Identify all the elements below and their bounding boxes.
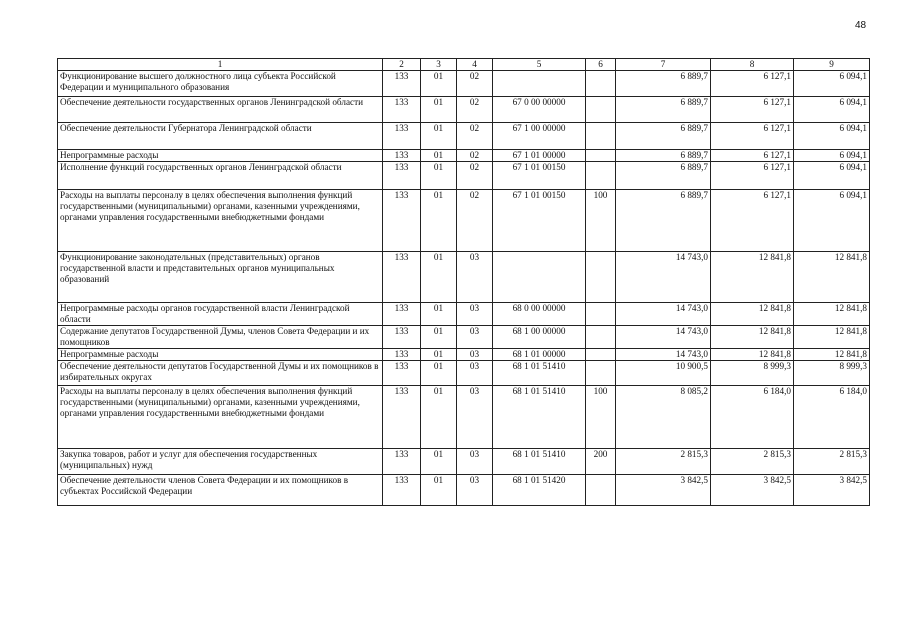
amount-year2-cell: 6 127,1	[711, 190, 794, 252]
column-header: 2	[383, 59, 421, 71]
expense-type-cell	[586, 326, 616, 349]
amount-year3-cell: 6 094,1	[794, 97, 870, 123]
amount-year2-cell: 6 127,1	[711, 97, 794, 123]
code-gr-cell: 133	[383, 361, 421, 386]
section-cell: 01	[421, 475, 457, 506]
section-cell: 01	[421, 162, 457, 190]
amount-year1-cell: 10 900,5	[616, 361, 711, 386]
column-header: 5	[493, 59, 586, 71]
amount-year2-cell: 12 841,8	[711, 252, 794, 303]
page-number: 48	[855, 20, 867, 31]
code-gr-cell: 133	[383, 97, 421, 123]
amount-year3-cell: 12 841,8	[794, 326, 870, 349]
row-name-cell: Функционирование высшего должностного лица субъекта Российской Федерации и муниципального образования	[58, 71, 383, 97]
budget-table	[57, 58, 870, 506]
amount-year3-cell: 12 841,8	[794, 349, 870, 361]
expense-type-cell	[586, 361, 616, 386]
expense-type-cell: 200	[586, 449, 616, 475]
target-article-cell: 67 1 01 00150	[493, 190, 586, 252]
amount-year1-cell: 14 743,0	[616, 252, 711, 303]
amount-year1-cell: 14 743,0	[616, 326, 711, 349]
subsection-cell: 02	[457, 71, 493, 97]
amount-year3-cell: 6 094,1	[794, 162, 870, 190]
target-article-cell: 68 1 01 51410	[493, 361, 586, 386]
amount-year2-cell: 3 842,5	[711, 475, 794, 506]
target-article-cell	[493, 252, 586, 303]
code-gr-cell: 133	[383, 349, 421, 361]
subsection-cell: 03	[457, 361, 493, 386]
expense-type-cell: 100	[586, 190, 616, 252]
amount-year2-cell: 12 841,8	[711, 349, 794, 361]
section-cell: 01	[421, 326, 457, 349]
subsection-cell: 02	[457, 150, 493, 162]
amount-year1-cell: 6 889,7	[616, 190, 711, 252]
target-article-cell: 68 1 00 00000	[493, 326, 586, 349]
section-cell: 01	[421, 449, 457, 475]
column-header: 4	[457, 59, 493, 71]
row-name-cell: Содержание депутатов Государственной Думы, членов Совета Федерации и их помощников	[58, 326, 383, 349]
expense-type-cell	[586, 123, 616, 150]
target-article-cell: 67 0 00 00000	[493, 97, 586, 123]
amount-year3-cell: 2 815,3	[794, 449, 870, 475]
amount-year2-cell: 6 184,0	[711, 386, 794, 449]
table-row	[58, 386, 870, 449]
column-header: 7	[616, 59, 711, 71]
expense-type-cell	[586, 475, 616, 506]
row-name-cell: Обеспечение деятельности депутатов Государственной Думы и их помощников в избирательных округах	[58, 361, 383, 386]
column-header: 8	[711, 59, 794, 71]
subsection-cell: 03	[457, 252, 493, 303]
section-cell: 01	[421, 71, 457, 97]
code-gr-cell: 133	[383, 475, 421, 506]
section-cell: 01	[421, 150, 457, 162]
target-article-cell: 68 1 01 51410	[493, 386, 586, 449]
target-article-cell: 67 1 00 00000	[493, 123, 586, 150]
amount-year3-cell: 6 094,1	[794, 190, 870, 252]
section-cell: 01	[421, 190, 457, 252]
table-row	[58, 303, 870, 326]
row-name-cell: Обеспечение деятельности членов Совета Федерации и их помощников в субъектах Российской Федерации	[58, 475, 383, 506]
subsection-cell: 03	[457, 386, 493, 449]
amount-year1-cell: 3 842,5	[616, 475, 711, 506]
amount-year3-cell: 6 094,1	[794, 150, 870, 162]
amount-year3-cell: 8 999,3	[794, 361, 870, 386]
code-gr-cell: 133	[383, 449, 421, 475]
code-gr-cell: 133	[383, 386, 421, 449]
row-name-cell: Функционирование законодательных (представительных) органов государственной власти и представительных органов муниципальных образований	[58, 252, 383, 303]
table-row	[58, 150, 870, 162]
amount-year1-cell: 14 743,0	[616, 349, 711, 361]
code-gr-cell: 133	[383, 326, 421, 349]
expense-type-cell	[586, 252, 616, 303]
section-cell: 01	[421, 123, 457, 150]
code-gr-cell: 133	[383, 303, 421, 326]
section-cell: 01	[421, 303, 457, 326]
target-article-cell: 67 1 01 00150	[493, 162, 586, 190]
row-name-cell: Непрограммные расходы	[58, 150, 383, 162]
target-article-cell: 68 1 01 51420	[493, 475, 586, 506]
row-name-cell: Закупка товаров, работ и услуг для обеспечения государственных (муниципальных) нужд	[58, 449, 383, 475]
section-cell: 01	[421, 386, 457, 449]
section-cell: 01	[421, 97, 457, 123]
subsection-cell: 03	[457, 326, 493, 349]
expense-type-cell: 100	[586, 386, 616, 449]
target-article-cell: 68 0 00 00000	[493, 303, 586, 326]
subsection-cell: 02	[457, 190, 493, 252]
amount-year2-cell: 6 127,1	[711, 71, 794, 97]
amount-year1-cell: 2 815,3	[616, 449, 711, 475]
expense-type-cell	[586, 150, 616, 162]
table-header	[58, 59, 870, 71]
column-header: 9	[794, 59, 870, 71]
table-body	[58, 71, 870, 506]
subsection-cell: 03	[457, 349, 493, 361]
amount-year1-cell: 6 889,7	[616, 150, 711, 162]
section-cell: 01	[421, 349, 457, 361]
row-name-cell: Обеспечение деятельности Губернатора Ленинградской области	[58, 123, 383, 150]
expense-type-cell	[586, 97, 616, 123]
amount-year2-cell: 8 999,3	[711, 361, 794, 386]
row-name-cell: Исполнение функций государственных органов Ленинградской области	[58, 162, 383, 190]
row-name-cell: Расходы на выплаты персоналу в целях обеспечения выполнения функций государственными (муниципальными) органами, казенными учреждениями, органами управления государственными внебюджетными фондами	[58, 190, 383, 252]
section-cell: 01	[421, 361, 457, 386]
table-row	[58, 449, 870, 475]
target-article-cell: 68 1 01 00000	[493, 349, 586, 361]
expense-type-cell	[586, 303, 616, 326]
expense-type-cell	[586, 162, 616, 190]
code-gr-cell: 133	[383, 123, 421, 150]
amount-year3-cell: 6 094,1	[794, 71, 870, 97]
table-row	[58, 123, 870, 150]
column-header: 6	[586, 59, 616, 71]
target-article-cell	[493, 71, 586, 97]
table-row	[58, 190, 870, 252]
table-row	[58, 252, 870, 303]
column-header: 3	[421, 59, 457, 71]
column-header: 1	[58, 59, 383, 71]
amount-year1-cell: 6 889,7	[616, 123, 711, 150]
column-number-row	[58, 59, 870, 71]
amount-year2-cell: 6 127,1	[711, 162, 794, 190]
amount-year1-cell: 6 889,7	[616, 162, 711, 190]
subsection-cell: 03	[457, 303, 493, 326]
code-gr-cell: 133	[383, 190, 421, 252]
amount-year3-cell: 12 841,8	[794, 303, 870, 326]
subsection-cell: 02	[457, 97, 493, 123]
subsection-cell: 03	[457, 449, 493, 475]
expense-type-cell	[586, 71, 616, 97]
amount-year2-cell: 12 841,8	[711, 303, 794, 326]
table-row	[58, 326, 870, 349]
amount-year2-cell: 6 127,1	[711, 150, 794, 162]
code-gr-cell: 133	[383, 71, 421, 97]
subsection-cell: 03	[457, 475, 493, 506]
amount-year1-cell: 6 889,7	[616, 71, 711, 97]
table-row	[58, 349, 870, 361]
amount-year3-cell: 6 094,1	[794, 123, 870, 150]
expense-type-cell	[586, 349, 616, 361]
row-name-cell: Обеспечение деятельности государственных органов Ленинградской области	[58, 97, 383, 123]
table-row	[58, 361, 870, 386]
table-row	[58, 71, 870, 97]
amount-year2-cell: 6 127,1	[711, 123, 794, 150]
amount-year1-cell: 6 889,7	[616, 97, 711, 123]
table-row	[58, 162, 870, 190]
subsection-cell: 02	[457, 162, 493, 190]
code-gr-cell: 133	[383, 150, 421, 162]
amount-year3-cell: 12 841,8	[794, 252, 870, 303]
table-row	[58, 475, 870, 506]
table-row	[58, 97, 870, 123]
subsection-cell: 02	[457, 123, 493, 150]
target-article-cell: 67 1 01 00000	[493, 150, 586, 162]
row-name-cell: Непрограммные расходы органов государственной власти Ленинградской области	[58, 303, 383, 326]
target-article-cell: 68 1 01 51410	[493, 449, 586, 475]
amount-year3-cell: 3 842,5	[794, 475, 870, 506]
code-gr-cell: 133	[383, 162, 421, 190]
row-name-cell: Непрограммные расходы	[58, 349, 383, 361]
section-cell: 01	[421, 252, 457, 303]
amount-year1-cell: 8 085,2	[616, 386, 711, 449]
amount-year2-cell: 12 841,8	[711, 326, 794, 349]
amount-year3-cell: 6 184,0	[794, 386, 870, 449]
code-gr-cell: 133	[383, 252, 421, 303]
amount-year2-cell: 2 815,3	[711, 449, 794, 475]
row-name-cell: Расходы на выплаты персоналу в целях обеспечения выполнения функций государственными (муниципальными) органами, казенными учреждениями, органами управления государственными внебюджетными фондами	[58, 386, 383, 449]
amount-year1-cell: 14 743,0	[616, 303, 711, 326]
